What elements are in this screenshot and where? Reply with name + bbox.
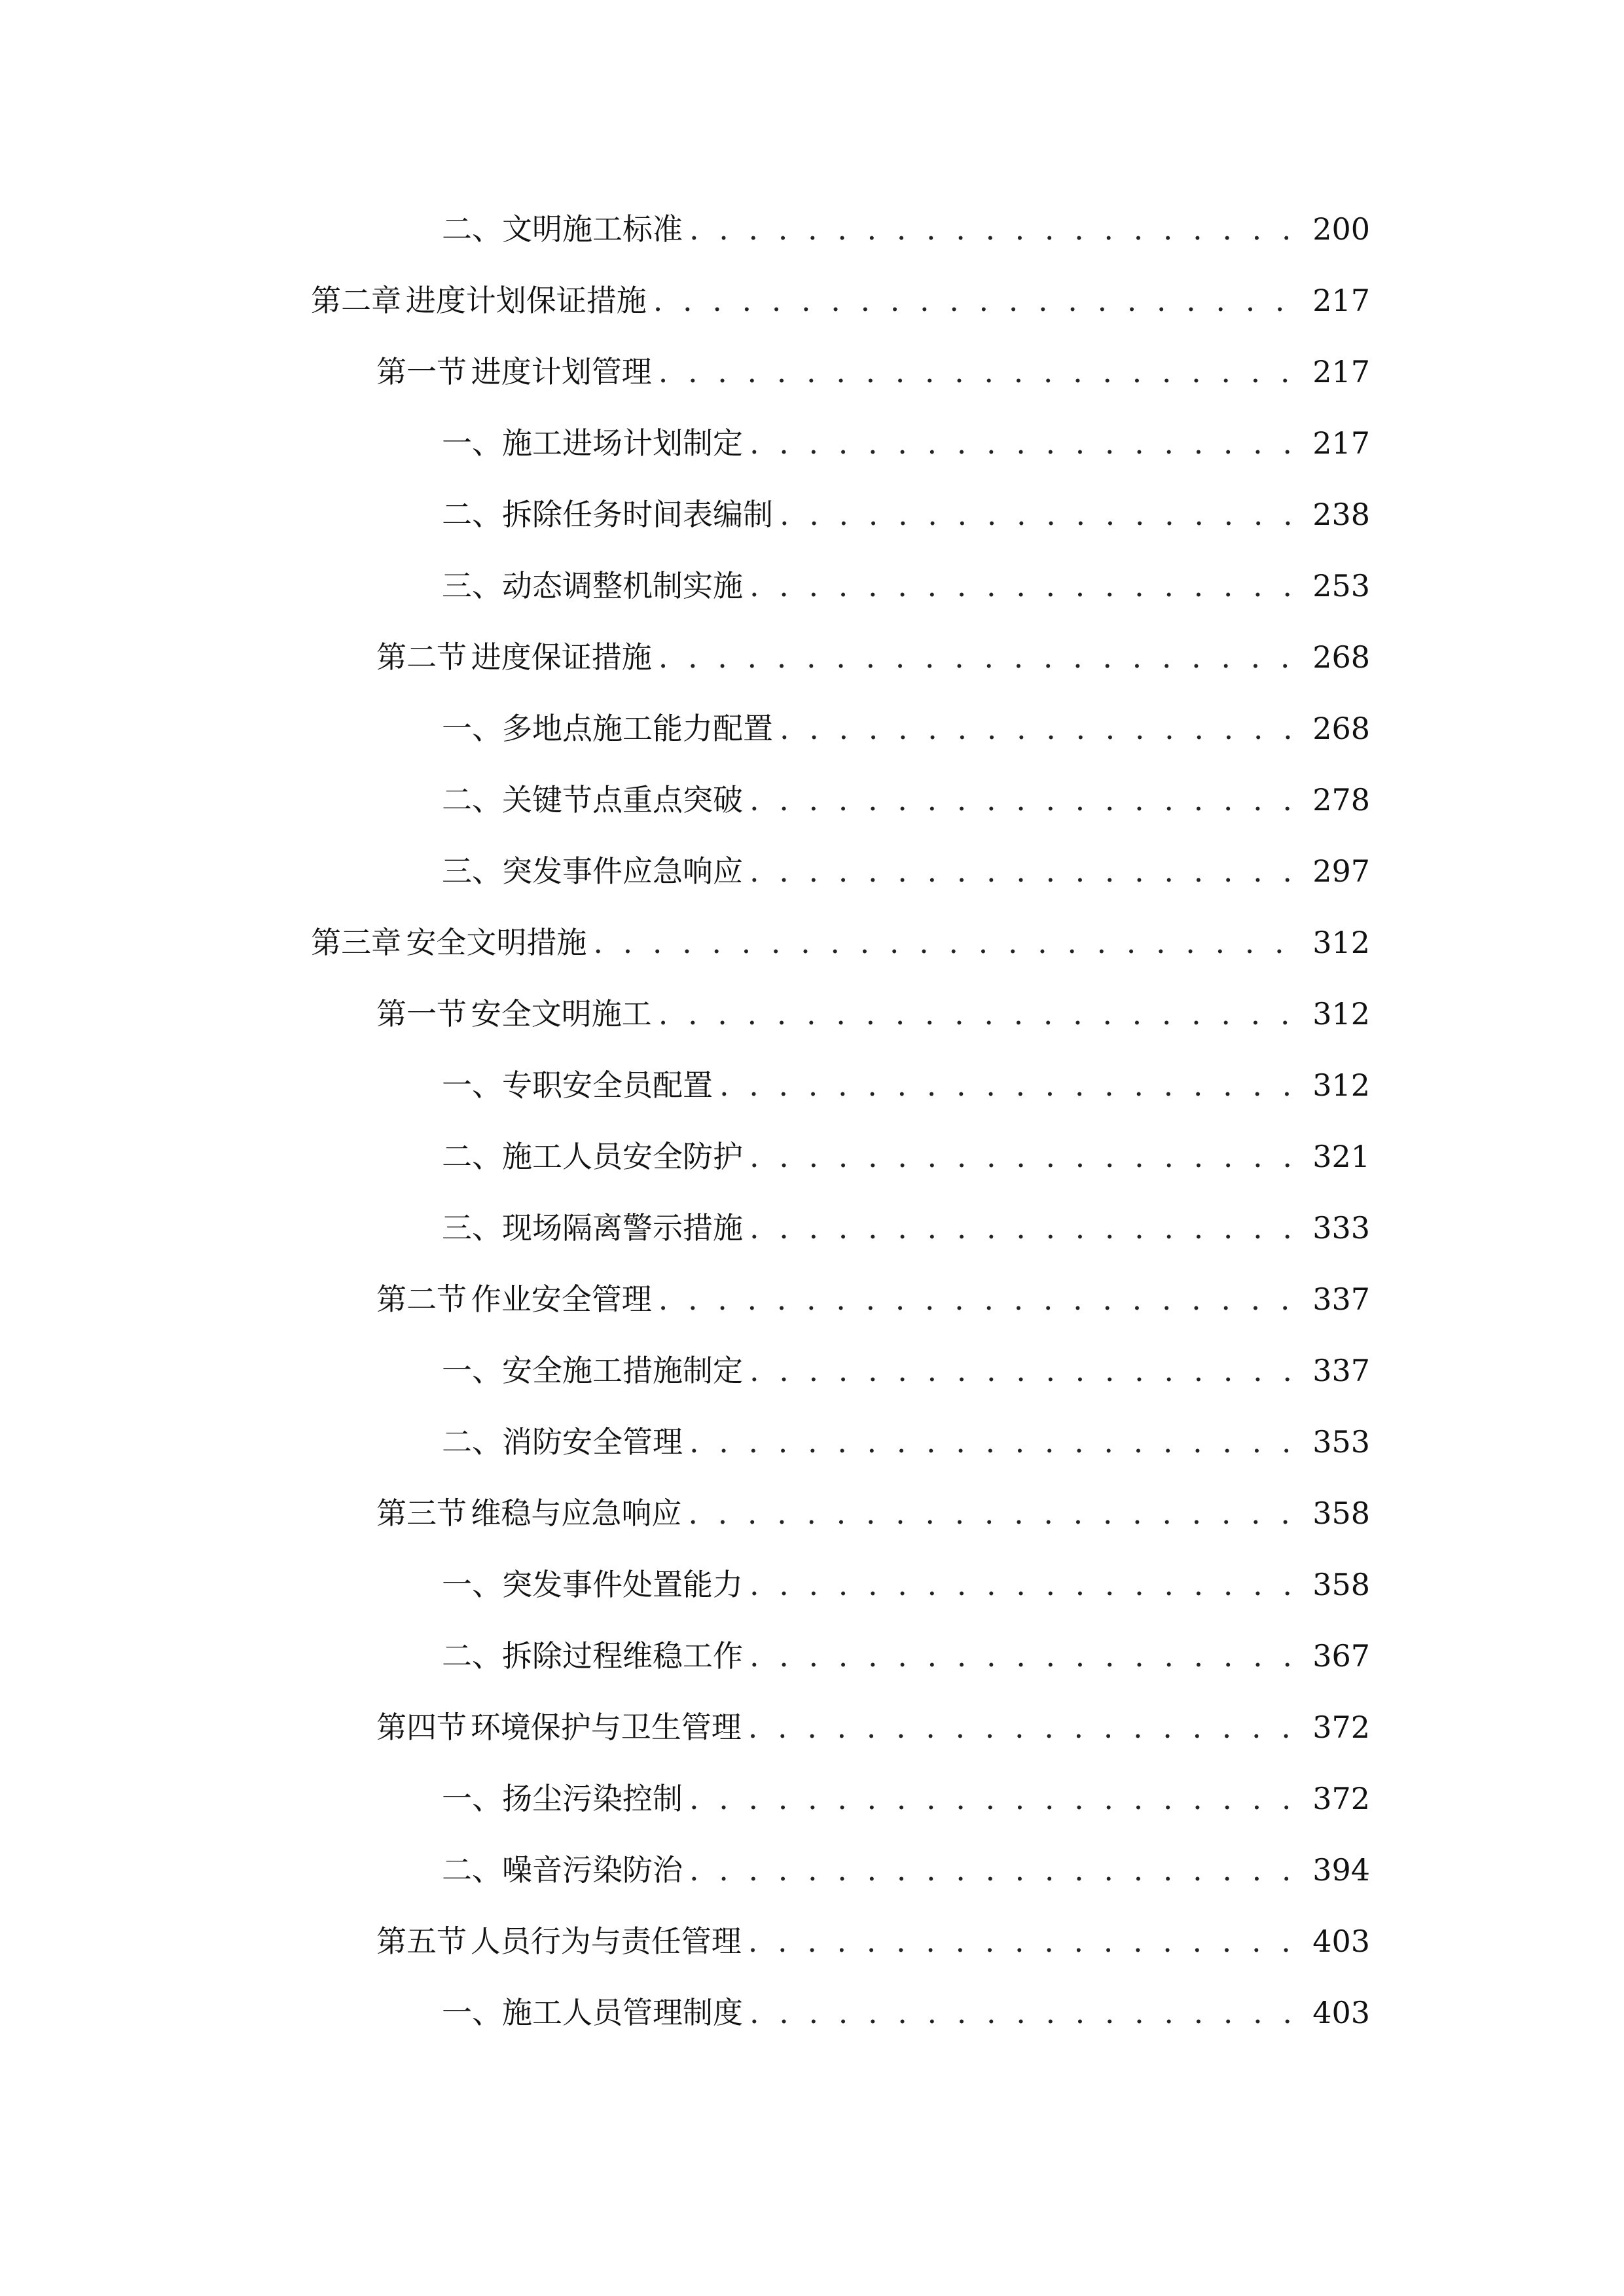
toc-entry-title: 动态调整机制实施 bbox=[502, 568, 743, 603]
toc-entry[interactable] bbox=[376, 1273, 1370, 1325]
toc-entry-page: 403 bbox=[1312, 1995, 1370, 2030]
dot-leader bbox=[780, 702, 1303, 755]
dot-leader bbox=[749, 1344, 1303, 1397]
toc-entry-number: 第三章 bbox=[311, 925, 401, 960]
toc-entry-title: 噪音污染防治 bbox=[502, 1852, 683, 1888]
toc-entry[interactable] bbox=[442, 1630, 1370, 1682]
toc-entry-number: 二、 bbox=[442, 211, 502, 247]
toc-entry[interactable] bbox=[442, 560, 1370, 612]
toc-entry-number: 一、 bbox=[442, 1067, 502, 1103]
toc-entry-number: 一、 bbox=[442, 1781, 502, 1816]
toc-entry[interactable] bbox=[442, 1130, 1370, 1183]
toc-entry-page: 367 bbox=[1312, 1638, 1370, 1674]
toc-entry-number: 三、 bbox=[442, 1210, 502, 1246]
toc-entry[interactable] bbox=[442, 1772, 1370, 1825]
toc-entry[interactable] bbox=[442, 702, 1370, 755]
toc-entry-title: 关键节点重点突破 bbox=[502, 782, 743, 817]
toc-entry-page: 337 bbox=[1312, 1282, 1370, 1317]
toc-entry-title: 现场隔离警示措施 bbox=[502, 1210, 743, 1246]
toc-entry[interactable] bbox=[442, 1416, 1370, 1468]
dot-leader bbox=[749, 1986, 1303, 2039]
toc-entry[interactable] bbox=[442, 774, 1370, 826]
dot-leader bbox=[688, 1487, 1303, 1539]
toc-entry-title: 扬尘污染控制 bbox=[502, 1781, 683, 1816]
toc-entry[interactable] bbox=[376, 988, 1370, 1040]
toc-entry-title: 专职安全员配置 bbox=[502, 1067, 713, 1103]
toc-entry-page: 337 bbox=[1312, 1353, 1370, 1388]
dot-leader bbox=[749, 1202, 1303, 1254]
toc-entry-page: 297 bbox=[1312, 853, 1370, 889]
toc-entry-number: 一、 bbox=[442, 711, 502, 746]
toc-entry-number: 一、 bbox=[442, 1353, 502, 1388]
toc-entry-page: 278 bbox=[1312, 782, 1370, 817]
toc-entry[interactable] bbox=[442, 1202, 1370, 1254]
toc-entry-page: 312 bbox=[1312, 1067, 1370, 1103]
toc-entry-number: 第四节 bbox=[376, 1710, 467, 1745]
toc-entry-number: 第五节 bbox=[376, 1924, 467, 1959]
dot-leader bbox=[659, 988, 1303, 1040]
toc-entry-page: 312 bbox=[1312, 996, 1370, 1031]
toc-entry-page: 403 bbox=[1312, 1924, 1370, 1959]
toc-entry[interactable] bbox=[376, 631, 1370, 683]
toc-entry-number: 一、 bbox=[442, 1995, 502, 2030]
toc-entry-page: 333 bbox=[1312, 1210, 1370, 1246]
toc-entry-number: 三、 bbox=[442, 568, 502, 603]
toc-entry[interactable] bbox=[442, 1844, 1370, 1896]
toc-entry-title: 消防安全管理 bbox=[502, 1424, 683, 1460]
toc-entry-title: 文明施工标准 bbox=[502, 211, 683, 247]
dot-leader bbox=[689, 1416, 1303, 1468]
toc-entry[interactable] bbox=[311, 274, 1370, 327]
dot-leader bbox=[749, 1558, 1303, 1611]
toc-entry-number: 二、 bbox=[442, 497, 502, 532]
toc-entry-page: 372 bbox=[1312, 1710, 1370, 1745]
toc-entry-number: 三、 bbox=[442, 853, 502, 889]
toc-entry-page: 253 bbox=[1312, 568, 1370, 603]
dot-leader bbox=[749, 417, 1303, 469]
toc-entry-number: 二、 bbox=[442, 1139, 502, 1174]
toc-entry-title: 进度保证措施 bbox=[471, 639, 652, 675]
dot-leader bbox=[689, 1844, 1303, 1896]
toc-entry-page: 353 bbox=[1312, 1424, 1370, 1460]
toc-entry-page: 200 bbox=[1312, 211, 1370, 247]
toc-entry-title: 安全文明措施 bbox=[406, 925, 587, 960]
dot-leader bbox=[593, 916, 1303, 969]
toc-entry[interactable] bbox=[442, 203, 1370, 255]
toc-entry-title: 拆除过程维稳工作 bbox=[502, 1638, 743, 1674]
toc-entry-title: 施工进场计划制定 bbox=[502, 425, 743, 461]
toc-entry-page: 238 bbox=[1312, 497, 1370, 532]
dot-leader bbox=[748, 1915, 1303, 1967]
toc-entry[interactable] bbox=[376, 1701, 1370, 1753]
toc-entry-number: 一、 bbox=[442, 425, 502, 461]
toc-entry-number: 二、 bbox=[442, 1424, 502, 1460]
toc-entry[interactable] bbox=[376, 1915, 1370, 1967]
toc-entry-page: 358 bbox=[1312, 1496, 1370, 1531]
dot-leader bbox=[689, 1772, 1303, 1825]
toc-entry-number: 第二节 bbox=[376, 639, 467, 675]
toc-entry-title: 施工人员管理制度 bbox=[502, 1995, 743, 2030]
dot-leader bbox=[659, 631, 1303, 683]
toc-entry[interactable] bbox=[442, 1986, 1370, 2039]
toc-entry-page: 321 bbox=[1312, 1139, 1370, 1174]
dot-leader bbox=[749, 845, 1303, 897]
toc-entry-title: 环境保护与卫生管理 bbox=[470, 1710, 742, 1745]
toc-entry-title: 作业安全管理 bbox=[471, 1282, 652, 1317]
toc-entry[interactable] bbox=[442, 417, 1370, 469]
toc-entry[interactable] bbox=[442, 845, 1370, 897]
toc-entry-number: 二、 bbox=[442, 1852, 502, 1888]
toc-entry-number: 第一节 bbox=[376, 996, 467, 1031]
dot-leader bbox=[659, 1273, 1303, 1325]
toc-entry-number: 第二节 bbox=[376, 1282, 467, 1317]
dot-leader bbox=[659, 346, 1303, 398]
toc-entry-page: 394 bbox=[1312, 1852, 1370, 1888]
toc-entry-title: 进度计划保证措施 bbox=[405, 283, 647, 318]
toc-entry[interactable] bbox=[376, 1487, 1370, 1539]
toc-entry-number: 二、 bbox=[442, 1638, 502, 1674]
toc-entry-title: 拆除任务时间表编制 bbox=[502, 497, 773, 532]
toc-entry[interactable] bbox=[311, 916, 1370, 969]
toc-entry-page: 217 bbox=[1312, 354, 1370, 389]
toc-entry-number: 第二章 bbox=[311, 283, 401, 318]
toc-entry-number: 第一节 bbox=[376, 354, 467, 389]
toc-entry-title: 突发事件处置能力 bbox=[502, 1567, 743, 1602]
toc-entry-page: 372 bbox=[1312, 1781, 1370, 1816]
toc-entry-title: 维稳与应急响应 bbox=[471, 1496, 682, 1531]
dot-leader bbox=[749, 1130, 1303, 1183]
toc-entry-page: 312 bbox=[1312, 925, 1370, 960]
dot-leader bbox=[749, 774, 1303, 826]
dot-leader bbox=[780, 488, 1303, 541]
toc-entry-page: 217 bbox=[1312, 425, 1370, 461]
toc-entry-number: 二、 bbox=[442, 782, 502, 817]
toc-entry-title: 安全施工措施制定 bbox=[502, 1353, 743, 1388]
toc-entry-title: 施工人员安全防护 bbox=[502, 1139, 743, 1174]
toc-entry[interactable] bbox=[376, 346, 1370, 398]
toc-entry[interactable] bbox=[442, 1558, 1370, 1611]
toc-entry-page: 358 bbox=[1312, 1567, 1370, 1602]
toc-entry-title: 突发事件应急响应 bbox=[502, 853, 743, 889]
toc-entry[interactable] bbox=[442, 1344, 1370, 1397]
toc-entry-number: 一、 bbox=[442, 1567, 502, 1602]
toc-entry-title: 安全文明施工 bbox=[471, 996, 652, 1031]
toc-entry-title: 进度计划管理 bbox=[471, 354, 652, 389]
toc-entry-title: 多地点施工能力配置 bbox=[502, 711, 773, 746]
toc-entry-page: 268 bbox=[1312, 639, 1370, 675]
dot-leader bbox=[748, 1701, 1303, 1753]
toc-entry-page: 217 bbox=[1312, 283, 1370, 318]
dot-leader bbox=[749, 1630, 1303, 1682]
toc-entry-page: 268 bbox=[1312, 711, 1370, 746]
dot-leader bbox=[749, 560, 1303, 612]
toc-entry[interactable] bbox=[442, 1059, 1370, 1111]
dot-leader bbox=[653, 274, 1303, 327]
toc-entry-number: 第三节 bbox=[376, 1496, 467, 1531]
toc-entry-title: 人员行为与责任管理 bbox=[470, 1924, 742, 1959]
toc-entry[interactable] bbox=[442, 488, 1370, 541]
dot-leader bbox=[689, 203, 1303, 255]
dot-leader bbox=[719, 1059, 1303, 1111]
